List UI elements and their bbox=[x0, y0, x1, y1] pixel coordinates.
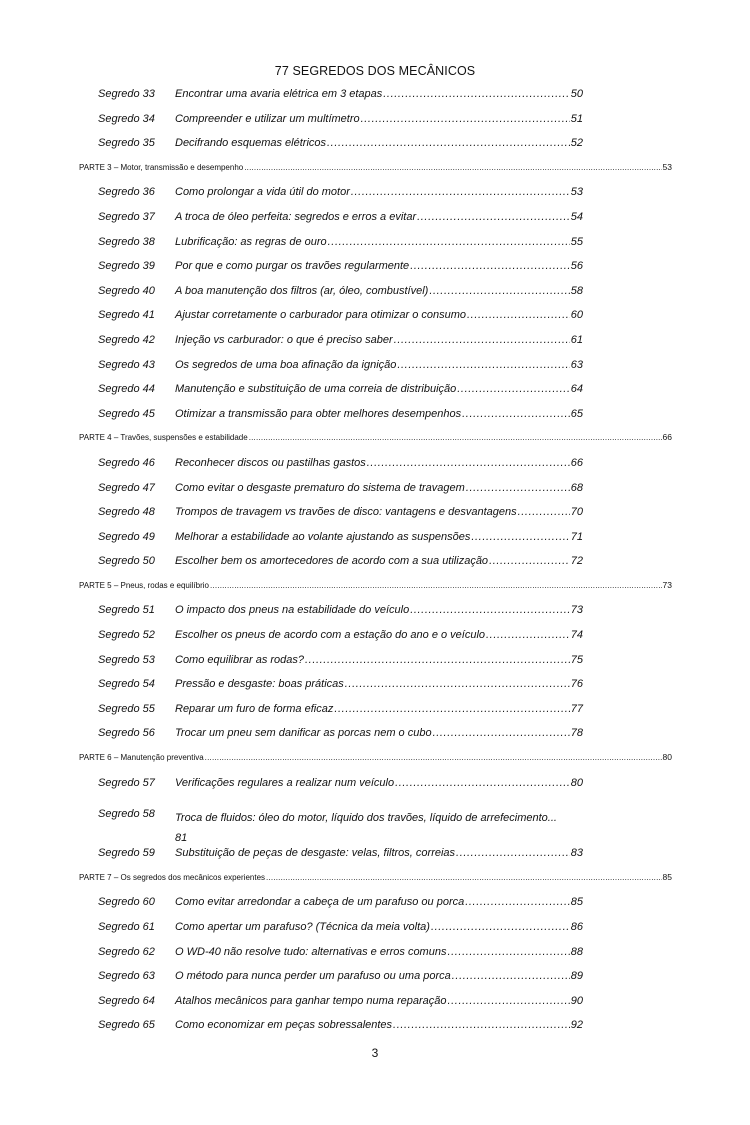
entry-page-number: 75 bbox=[570, 653, 583, 666]
entry-page-number: 50 bbox=[570, 88, 583, 100]
entry-title: Escolher bem os amortecedores de acordo com a sua utilização bbox=[175, 555, 489, 568]
dot-leader bbox=[249, 433, 662, 442]
entry-page-number: 70 bbox=[570, 506, 583, 519]
secret-number: Segredo 45 bbox=[98, 407, 155, 420]
part-page-number: 85 bbox=[662, 871, 672, 882]
dot-leader bbox=[452, 970, 570, 982]
entry-line bbox=[175, 921, 583, 933]
entry-title: O impacto dos pneus na estabilidade do veículo bbox=[175, 604, 410, 617]
entry-line bbox=[175, 137, 583, 149]
entry-title: Por que e como purgar os travões regularmente bbox=[175, 260, 410, 273]
running-header: 77 SEGREDOS DOS MECÂNICOS bbox=[274, 64, 476, 78]
entry-line bbox=[175, 113, 583, 125]
secret-number: Segredo 37 bbox=[98, 210, 155, 223]
entry-line bbox=[175, 482, 583, 494]
secret-number: Segredo 51 bbox=[98, 604, 155, 617]
toc-part-heading[interactable] bbox=[0, 752, 672, 777]
entry-title: A troca de óleo perfeita: segredos e erros a evitar bbox=[175, 210, 417, 223]
entry-line bbox=[175, 211, 583, 223]
part-title: PARTE 3 – Motor, transmissão e desempenho bbox=[79, 162, 244, 172]
dot-leader bbox=[351, 186, 570, 198]
secret-number: Segredo 49 bbox=[98, 530, 155, 543]
entry-page-number: 72 bbox=[570, 555, 583, 568]
entry-line bbox=[175, 654, 583, 666]
secret-number: Segredo 54 bbox=[98, 678, 155, 691]
dot-leader bbox=[462, 408, 570, 420]
toc-part-heading[interactable] bbox=[0, 162, 672, 187]
dot-leader bbox=[447, 946, 569, 958]
entry-line bbox=[175, 408, 583, 420]
dot-leader bbox=[417, 211, 570, 223]
entry-page-number: 77 bbox=[570, 702, 583, 715]
toc-entry[interactable] bbox=[0, 727, 750, 752]
secret-number: Segredo 33 bbox=[98, 88, 155, 100]
toc-entry[interactable] bbox=[0, 236, 750, 261]
dot-leader bbox=[305, 654, 570, 666]
entry-page-number: 66 bbox=[570, 456, 583, 469]
toc-entry[interactable] bbox=[0, 703, 750, 728]
toc-entry[interactable] bbox=[0, 211, 750, 236]
part-page-number: 80 bbox=[662, 752, 672, 763]
entry-line bbox=[175, 727, 583, 739]
entry-title: Como prolongar a vida útil do motor bbox=[175, 186, 350, 199]
toc-entry[interactable] bbox=[0, 896, 750, 921]
entry-page-number: 53 bbox=[570, 186, 583, 199]
toc-entry[interactable] bbox=[0, 970, 750, 995]
entry-title: O WD-40 não resolve tudo: alternativas e erros comuns bbox=[175, 945, 447, 958]
toc-entry[interactable] bbox=[0, 678, 750, 703]
entry-line bbox=[175, 847, 583, 859]
entry-line bbox=[175, 359, 583, 371]
toc-entry[interactable] bbox=[0, 847, 750, 872]
secret-number: Segredo 50 bbox=[98, 555, 155, 568]
dot-leader bbox=[465, 896, 570, 908]
entry-page-number: 81 bbox=[175, 832, 188, 845]
secret-number: Segredo 60 bbox=[98, 896, 155, 909]
secret-number: Segredo 48 bbox=[98, 506, 155, 519]
toc-entry[interactable] bbox=[0, 555, 750, 580]
secret-number: Segredo 62 bbox=[98, 945, 155, 958]
dot-leader bbox=[471, 531, 569, 543]
dot-leader bbox=[394, 334, 570, 346]
dot-leader bbox=[456, 847, 570, 859]
toc-part-heading[interactable] bbox=[0, 580, 672, 605]
part-page-number: 66 bbox=[662, 432, 672, 443]
dot-leader bbox=[361, 113, 570, 125]
entry-title: Injeção vs carburador: o que é preciso saber bbox=[175, 333, 393, 346]
entry-title: Manutenção e substituição de uma correia de distribuição bbox=[175, 383, 457, 396]
entry-line bbox=[175, 995, 583, 1007]
dot-leader bbox=[397, 359, 569, 371]
secret-number: Segredo 43 bbox=[98, 358, 155, 371]
entry-page-number: 88 bbox=[570, 945, 583, 958]
toc-part-heading[interactable] bbox=[0, 432, 672, 457]
entry-line bbox=[175, 555, 583, 567]
entry-title: Como apertar um parafuso? (Técnica da meia volta) bbox=[175, 921, 430, 933]
entry-line bbox=[175, 531, 583, 543]
entry-page-number: 55 bbox=[570, 235, 583, 248]
entry-title: Como evitar arredondar a cabeça de um parafuso ou porca bbox=[175, 896, 465, 909]
toc-entry[interactable] bbox=[0, 1019, 750, 1044]
toc-entry[interactable] bbox=[0, 408, 750, 433]
entry-line bbox=[175, 285, 583, 297]
entry-line bbox=[175, 260, 583, 272]
entry-page-number: 54 bbox=[570, 210, 583, 223]
entry-title: Lubrificação: as regras de ouro bbox=[175, 235, 327, 248]
secret-number: Segredo 40 bbox=[98, 284, 155, 297]
entry-line bbox=[175, 678, 583, 690]
dot-leader bbox=[210, 581, 662, 590]
entry-page-number: 60 bbox=[570, 309, 583, 322]
toc-entry[interactable] bbox=[0, 186, 750, 211]
dot-leader bbox=[518, 506, 570, 518]
secret-number: Segredo 39 bbox=[98, 260, 155, 273]
entry-page-number: 76 bbox=[570, 678, 583, 691]
entry-line bbox=[175, 506, 583, 518]
toc-entry[interactable] bbox=[0, 137, 750, 162]
entry-page-number: 52 bbox=[570, 137, 583, 150]
entry-title: Reconhecer discos ou pastilhas gastos bbox=[175, 456, 366, 469]
entry-page-number: 65 bbox=[570, 407, 583, 420]
part-page-number: 53 bbox=[662, 161, 672, 172]
entry-line bbox=[175, 334, 583, 346]
secret-number: Segredo 35 bbox=[98, 137, 155, 150]
dot-leader bbox=[345, 678, 570, 690]
toc-entry[interactable] bbox=[0, 777, 750, 802]
dot-leader bbox=[489, 555, 570, 567]
secret-number: Segredo 44 bbox=[98, 383, 155, 396]
secret-number: Segredo 56 bbox=[98, 727, 155, 740]
entry-page-number: 85 bbox=[570, 896, 583, 909]
dot-leader bbox=[457, 383, 569, 395]
entry-page-number: 61 bbox=[570, 333, 583, 346]
dot-leader bbox=[448, 995, 570, 1007]
toc-entry[interactable] bbox=[0, 482, 750, 507]
entry-line bbox=[175, 186, 583, 198]
page-number: 3 bbox=[371, 1046, 379, 1060]
toc-entry[interactable] bbox=[0, 285, 750, 310]
entry-line bbox=[175, 703, 583, 715]
secret-number: Segredo 55 bbox=[98, 702, 155, 715]
toc-entry[interactable] bbox=[0, 457, 750, 482]
entry-title: A boa manutenção dos filtros (ar, óleo, combustível) bbox=[175, 284, 429, 297]
secret-number: Segredo 65 bbox=[98, 1019, 155, 1032]
dot-leader bbox=[467, 309, 570, 321]
entry-page-number: 73 bbox=[570, 604, 583, 617]
secret-number: Segredo 47 bbox=[98, 481, 155, 494]
toc-entry[interactable] bbox=[0, 113, 750, 138]
dot-leader bbox=[244, 163, 661, 172]
entry-page-number: 80 bbox=[570, 776, 583, 789]
toc-entry[interactable] bbox=[0, 629, 750, 654]
toc-entry[interactable] bbox=[0, 531, 750, 556]
dot-leader bbox=[429, 285, 569, 297]
toc-entry[interactable] bbox=[0, 260, 750, 285]
entry-line bbox=[175, 629, 583, 641]
entry-line bbox=[175, 309, 583, 321]
entry-title: O método para nunca perder um parafuso ou uma porca bbox=[175, 970, 451, 983]
entry-title: Como equilibrar as rodas? bbox=[175, 653, 305, 666]
entry-line bbox=[175, 236, 583, 248]
entry-title: Os segredos de uma boa afinação da ignição bbox=[175, 358, 397, 371]
dot-leader bbox=[334, 703, 569, 715]
secret-number: Segredo 63 bbox=[98, 970, 155, 983]
entry-page-number: 74 bbox=[570, 629, 583, 642]
entry-title-block bbox=[175, 808, 575, 848]
part-title: PARTE 5 – Pneus, rodas e equilíbrio bbox=[79, 580, 209, 590]
entry-title: Atalhos mecânicos para ganhar tempo numa reparação bbox=[175, 994, 447, 1007]
toc-entry[interactable] bbox=[0, 359, 750, 384]
entry-title: Ajustar corretamente o carburador para otimizar o consumo bbox=[175, 309, 467, 322]
secret-number: Segredo 53 bbox=[98, 653, 155, 666]
entry-line bbox=[175, 970, 583, 982]
entry-title: Trompos de travagem vs travões de disco: vantagens e desvantagens bbox=[175, 506, 517, 519]
secret-number: Segredo 64 bbox=[98, 994, 155, 1007]
entry-title: Compreender e utilizar um multímetro bbox=[175, 112, 360, 125]
entry-title: Verificações regulares a realizar num veículo bbox=[175, 776, 395, 789]
entry-line bbox=[175, 946, 583, 958]
entry-page-number: 58 bbox=[570, 284, 583, 297]
secret-number: Segredo 58 bbox=[98, 808, 155, 821]
dot-leader bbox=[433, 727, 570, 739]
entry-title: Encontrar uma avaria elétrica em 3 etapas bbox=[175, 88, 383, 100]
dot-leader bbox=[395, 777, 570, 789]
entry-page-number: 92 bbox=[570, 1019, 583, 1032]
entry-page-number: 71 bbox=[570, 530, 583, 543]
table-of-contents bbox=[0, 88, 750, 1044]
dot-leader bbox=[266, 873, 662, 882]
dot-leader bbox=[486, 629, 570, 641]
dot-leader bbox=[205, 753, 662, 762]
entry-page-number: 89 bbox=[570, 970, 583, 983]
entry-title: Troca de fluidos: óleo do motor, líquido dos travões, líquido de arrefecimento... bbox=[175, 812, 557, 825]
toc-entry[interactable] bbox=[0, 946, 750, 971]
dot-leader bbox=[410, 260, 570, 272]
entry-page-number: 56 bbox=[570, 260, 583, 273]
dot-leader bbox=[327, 137, 570, 149]
toc-entry[interactable] bbox=[0, 921, 750, 946]
dot-leader bbox=[383, 88, 569, 100]
toc-entry[interactable] bbox=[0, 309, 750, 334]
entry-page-number: 63 bbox=[570, 358, 583, 371]
entry-line bbox=[175, 383, 583, 395]
secret-number: Segredo 41 bbox=[98, 309, 155, 322]
part-title: PARTE 6 – Manutenção preventiva bbox=[79, 753, 204, 763]
toc-entry[interactable] bbox=[0, 383, 750, 408]
secret-number: Segredo 42 bbox=[98, 333, 155, 346]
entry-page-number: 51 bbox=[570, 112, 583, 125]
entry-title: Como evitar o desgaste prematuro do sistema de travagem bbox=[175, 481, 465, 494]
dot-leader bbox=[367, 457, 570, 469]
dot-leader bbox=[393, 1019, 570, 1031]
toc-entry[interactable] bbox=[0, 654, 750, 679]
entry-line bbox=[175, 88, 583, 100]
entry-page-number: 78 bbox=[570, 727, 583, 740]
toc-entry[interactable] bbox=[0, 995, 750, 1020]
entry-title: Decifrando esquemas elétricos bbox=[175, 137, 327, 150]
part-title: PARTE 7 – Os segredos dos mecânicos experientes bbox=[79, 872, 266, 882]
secret-number: Segredo 57 bbox=[98, 776, 155, 789]
secret-number: Segredo 34 bbox=[98, 112, 155, 125]
dot-leader bbox=[328, 236, 570, 248]
toc-entry[interactable] bbox=[0, 334, 750, 359]
entry-line bbox=[175, 777, 583, 789]
dot-leader bbox=[410, 604, 570, 616]
secret-number: Segredo 36 bbox=[98, 186, 155, 199]
toc-entry[interactable] bbox=[0, 801, 750, 847]
secret-number: Segredo 38 bbox=[98, 235, 155, 248]
secret-number: Segredo 46 bbox=[98, 456, 155, 469]
secret-number: Segredo 59 bbox=[98, 847, 155, 860]
entry-title: Melhorar a estabilidade ao volante ajustando as suspensões bbox=[175, 530, 471, 543]
entry-title: Como economizar em peças sobressalentes bbox=[175, 1019, 393, 1032]
entry-title: Trocar um pneu sem danificar as porcas nem o cubo bbox=[175, 727, 432, 740]
entry-line bbox=[175, 1019, 583, 1031]
secret-number: Segredo 61 bbox=[98, 921, 155, 933]
entry-line bbox=[175, 457, 583, 469]
entry-page-number: 90 bbox=[570, 994, 583, 1007]
toc-part-heading[interactable] bbox=[0, 872, 672, 897]
entry-title: Reparar um furo de forma eficaz bbox=[175, 702, 334, 715]
dot-leader bbox=[466, 482, 570, 494]
entry-page-number: 64 bbox=[570, 383, 583, 396]
entry-line bbox=[175, 896, 583, 908]
secret-number: Segredo 52 bbox=[98, 629, 155, 642]
part-page-number: 73 bbox=[662, 579, 672, 590]
entry-page-number: 86 bbox=[570, 921, 583, 933]
part-title: PARTE 4 – Travões, suspensões e estabilidade bbox=[79, 433, 248, 443]
dot-leader bbox=[431, 921, 570, 933]
toc-entry[interactable] bbox=[0, 88, 750, 113]
toc-entry[interactable] bbox=[0, 604, 750, 629]
toc-entry[interactable] bbox=[0, 506, 750, 531]
entry-page-number: 83 bbox=[570, 847, 583, 860]
entry-page-number: 68 bbox=[570, 481, 583, 494]
entry-title: Substituição de peças de desgaste: velas, filtros, correias bbox=[175, 847, 456, 860]
entry-title: Pressão e desgaste: boas práticas bbox=[175, 678, 344, 691]
entry-title: Otimizar a transmissão para obter melhores desempenhos bbox=[175, 407, 462, 420]
entry-title: Escolher os pneus de acordo com a estação do ano e o veículo bbox=[175, 629, 486, 642]
entry-line bbox=[175, 604, 583, 616]
